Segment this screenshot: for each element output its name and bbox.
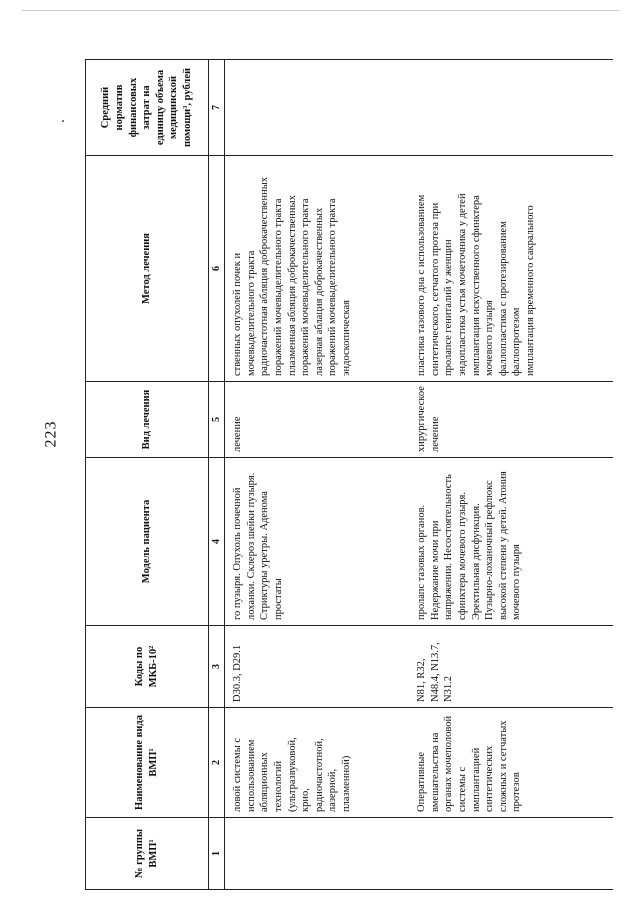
method-item: ственных опухолей почек и мочевыделительного тракта	[232, 250, 257, 376]
column-number: 1	[209, 818, 225, 890]
cell-vmp-name: Оперативные вмешательства на органах мочеполовой системы с имплантацией синтетических сложных и сетчатых протезов	[409, 708, 613, 818]
column-number: 6	[209, 156, 225, 382]
method-item: эндопластика устья мочеточника у детей	[456, 193, 468, 376]
column-number: 5	[209, 382, 225, 458]
method-item: плазменная абляция доброкачественных поражений мочевыделительного тракта	[286, 195, 312, 376]
column-number: 3	[209, 626, 225, 708]
scan-speck	[62, 120, 64, 122]
method-item: радиочастотная абляция доброкачественных поражений мочевыделительного тракта	[259, 176, 284, 376]
column-number: 4	[209, 458, 225, 626]
header-icd-codes: Коды по МКБ-10²	[86, 626, 209, 708]
cell-group	[409, 818, 613, 890]
cell-group	[225, 818, 410, 890]
header-treatment-method: Метод лечения	[86, 156, 209, 382]
table-row	[225, 60, 410, 890]
top-rule	[22, 10, 620, 11]
cell-icd-codes: N81, R32, N48.4, N13.7, N31.2	[409, 626, 613, 708]
column-number-row	[209, 60, 225, 890]
column-number: 7	[209, 60, 225, 156]
cell-vmp-name: ловой системы с использованием абляционных технологий (ультразвуковой, крио, радиочастотной, лазерной, плазменной)	[225, 708, 410, 818]
cell-treatment-type: лечение	[225, 382, 410, 458]
table-row	[409, 60, 613, 890]
header-group-number: № группы ВМП¹	[86, 818, 209, 890]
cell-average-cost	[409, 60, 613, 156]
method-item: пластика тазового дна с использованием синтетического, сетчатого протеза при пролапсе гениталий у женщин	[416, 194, 455, 376]
cell-icd-codes: D30.3, D29.1	[225, 626, 410, 708]
rotated-table-page	[85, 60, 610, 890]
column-number: 2	[209, 708, 225, 818]
cell-patient-model: пролапс тазовых органов. Недержание мочи при напряжении. Несостоятельность сфинктера мочевого пузыря. Эректильная дисфункция. Пузырно-лоханочный рефлюкс высокой степени у детей. Атония мочевого пузыря	[409, 458, 613, 626]
header-patient-model: Модель пациента	[86, 458, 209, 626]
method-item: имплантация искусственного сфинктера мочевого пузыря	[470, 195, 496, 376]
cell-treatment-methods	[409, 156, 613, 382]
vmp-table	[85, 59, 613, 890]
method-item: лазерная аблация доброкачественных поражений мочевыделительного тракта эндоскопическая	[313, 198, 353, 376]
method-item: фаллопластика с протезированием фаллопротезом	[497, 221, 523, 376]
header-average-cost: Средний норматив финансовых затрат на единицу объема медицинской помощи³, рублей	[86, 60, 209, 156]
table-header-row	[86, 60, 209, 890]
cell-treatment-methods	[225, 156, 410, 382]
method-item: имплантация временного сакрального	[525, 205, 537, 376]
cell-patient-model: го пузыря. Опухоль почечной лоханки. Склероз шейки пузыря. Стриктуры уретры. Аденома простаты	[225, 458, 410, 626]
cell-average-cost	[225, 60, 410, 156]
page-number: 223	[42, 420, 60, 448]
header-treatment-type: Вид лечения	[86, 382, 209, 458]
header-vmp-name: Наименование вида ВМП¹	[86, 708, 209, 818]
cell-treatment-type: хирургическое лечение	[409, 382, 613, 458]
